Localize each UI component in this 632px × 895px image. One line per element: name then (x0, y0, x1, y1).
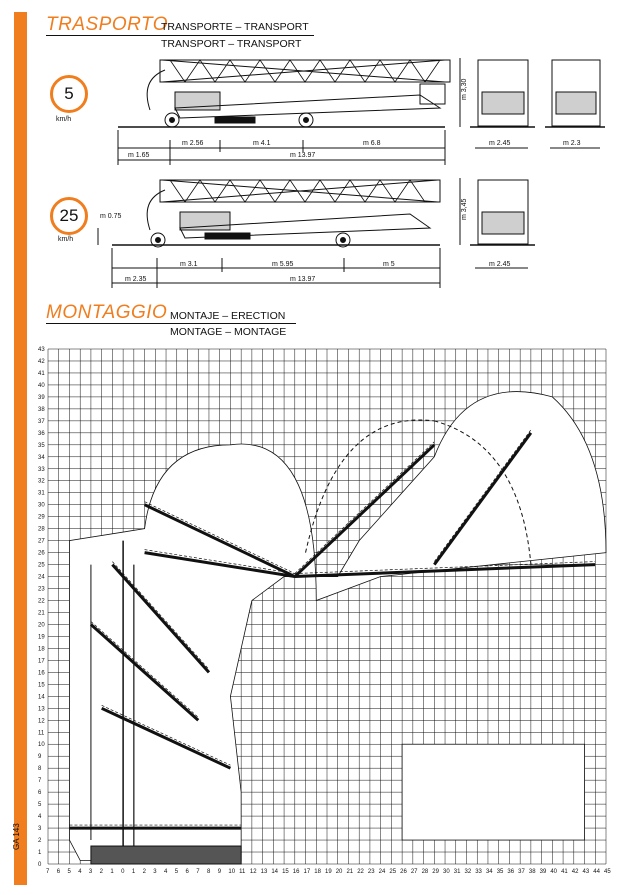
y-tick-label: 40 (38, 382, 45, 389)
x-tick-label: 1 (110, 869, 114, 875)
x-tick-label: 2 (142, 869, 146, 875)
y-tick-label: 9 (38, 754, 42, 761)
y-tick-label: 22 (38, 598, 45, 605)
x-tick-label: 19 (325, 869, 332, 875)
x-tick-label: 4 (164, 869, 168, 875)
v2-dim-1: m 3.1 (180, 261, 198, 268)
x-tick-label: 24 (378, 869, 386, 875)
x-tick-label: 28 (421, 869, 429, 875)
x-tick-label: 10 (228, 869, 236, 875)
y-tick-label: 36 (38, 430, 45, 437)
x-tick-label: 42 (571, 869, 579, 875)
crane-base (91, 846, 241, 864)
x-tick-label: 38 (528, 869, 536, 875)
y-tick-label: 14 (38, 694, 45, 701)
drawing-code: GA 143 (12, 823, 21, 850)
erection-subtitle-2: MONTAGE – MONTAGE (170, 326, 287, 338)
y-tick-label: 13 (38, 706, 45, 713)
y-tick-label: 27 (38, 538, 45, 545)
x-tick-label: 15 (282, 869, 289, 875)
speed-5-unit: km/h (56, 116, 72, 123)
x-tick-label: 25 (389, 869, 397, 875)
y-tick-label: 26 (38, 550, 45, 557)
y-tick-label: 23 (38, 586, 45, 593)
v1-overhang: m 1.65 (128, 152, 150, 159)
x-tick-label: 5 (174, 869, 179, 875)
x-tick-label: 0 (121, 869, 125, 875)
x-tick-label: 30 (443, 869, 450, 875)
y-tick-label: 32 (38, 478, 45, 485)
speed-5-badge: 5 (50, 75, 88, 113)
v1-dim-1: m 2.56 (182, 140, 204, 147)
x-tick-label: 40 (550, 869, 558, 875)
y-tick-label: 38 (38, 406, 45, 413)
y-tick-label: 29 (38, 514, 45, 521)
x-tick-label: 6 (56, 869, 61, 875)
x-tick-label: 4 (78, 869, 82, 875)
v1-width-front: m 2.45 (489, 140, 511, 147)
x-tick-label: 7 (46, 869, 50, 875)
x-tick-label: 32 (464, 869, 472, 875)
y-tick-label: 12 (38, 718, 45, 725)
v1-total: m 13.97 (290, 152, 316, 159)
x-tick-label: 16 (292, 869, 300, 875)
speed-25-badge: 25 (50, 197, 88, 235)
y-tick-label: 6 (38, 790, 42, 797)
x-tick-label: 45 (604, 869, 611, 875)
x-tick-label: 34 (485, 869, 493, 875)
speed-25-unit: km/h (58, 236, 74, 243)
x-tick-label: 36 (507, 869, 515, 875)
y-tick-label: 18 (38, 646, 45, 653)
y-tick-label: 10 (38, 742, 45, 749)
v2-dim-3: m 5 (383, 261, 395, 268)
x-tick-label: 5 (67, 869, 71, 875)
v1-width-rear: m 2.3 (563, 140, 581, 147)
y-tick-label: 7 (38, 778, 42, 785)
v2-overhang: m 2.35 (125, 276, 147, 283)
v1-dim-2: m 4.1 (253, 140, 271, 147)
y-tick-label: 35 (38, 442, 45, 449)
x-tick-label: 8 (206, 869, 211, 875)
erection-subtitle-1: MONTAJE – ERECTION (170, 310, 286, 322)
transport-title: TRASPORTO (46, 14, 169, 35)
y-tick-label: 25 (38, 562, 45, 569)
x-tick-label: 35 (496, 869, 504, 875)
y-tick-label: 24 (38, 574, 45, 581)
y-tick-label: 33 (38, 466, 45, 473)
x-tick-label: 39 (539, 869, 547, 875)
info-box (402, 744, 584, 840)
y-tick-label: 37 (38, 418, 45, 425)
y-tick-label: 43 (38, 347, 45, 353)
y-tick-label: 31 (38, 490, 45, 497)
x-tick-label: 43 (582, 869, 590, 875)
v2-height: m 3,45 (461, 198, 468, 220)
x-tick-label: 23 (367, 869, 375, 875)
y-tick-label: 21 (38, 610, 45, 617)
x-tick-label: 2 (99, 869, 103, 875)
y-tick-label: 20 (38, 622, 45, 629)
x-tick-label: 27 (410, 869, 418, 875)
y-tick-label: 17 (38, 658, 45, 665)
y-tick-label: 30 (38, 502, 45, 509)
erection-title: MONTAGGIO (46, 302, 168, 323)
x-tick-label: 12 (249, 869, 257, 875)
v2-width-front: m 2.45 (489, 261, 511, 268)
v2-total: m 13.97 (290, 276, 316, 283)
x-tick-label: 17 (303, 869, 311, 875)
y-tick-label: 4 (38, 814, 42, 821)
y-tick-label: 28 (38, 526, 45, 533)
y-tick-label: 42 (38, 358, 45, 365)
x-tick-label: 6 (185, 869, 189, 875)
y-tick-label: 2 (38, 838, 42, 845)
x-tick-label: 3 (88, 869, 93, 875)
x-tick-label: 3 (153, 869, 157, 875)
x-tick-label: 9 (217, 869, 222, 875)
x-tick-label: 18 (314, 869, 321, 875)
x-tick-label: 29 (432, 869, 439, 875)
x-tick-label: 33 (475, 869, 482, 875)
x-tick-label: 21 (346, 869, 354, 875)
y-tick-label: 19 (38, 634, 45, 641)
x-tick-label: 13 (260, 869, 268, 875)
y-tick-label: 11 (38, 730, 45, 737)
v1-height: m 3,30 (461, 78, 468, 100)
y-tick-label: 3 (38, 826, 42, 833)
x-tick-label: 20 (335, 869, 343, 875)
transport-subtitle-1: TRANSPORTE – TRANSPORT (161, 21, 309, 33)
x-tick-label: 41 (561, 869, 568, 875)
v1-dim-3: m 6.8 (363, 140, 381, 147)
y-tick-label: 5 (38, 802, 42, 809)
v2-clearance: m 0.75 (100, 213, 122, 220)
y-tick-label: 34 (38, 454, 45, 461)
x-tick-label: 44 (593, 869, 600, 875)
v2-dim-2: m 5.95 (272, 261, 294, 268)
y-tick-label: 39 (38, 394, 45, 401)
y-tick-label: 8 (38, 766, 42, 773)
x-tick-label: 11 (239, 869, 246, 875)
transport-subtitle-2: TRANSPORT – TRANSPORT (161, 38, 302, 50)
x-tick-label: 37 (518, 869, 525, 875)
y-tick-label: 1 (38, 850, 42, 857)
y-tick-label: 16 (38, 670, 45, 677)
y-tick-label: 41 (38, 370, 45, 377)
y-tick-label: 15 (38, 682, 45, 689)
x-tick-label: 7 (196, 869, 200, 875)
x-tick-label: 1 (131, 869, 136, 875)
y-tick-label: 0 (38, 862, 42, 868)
x-tick-label: 31 (453, 869, 461, 875)
x-tick-label: 26 (400, 869, 407, 875)
x-tick-label: 22 (357, 869, 364, 875)
x-tick-label: 14 (271, 869, 279, 875)
